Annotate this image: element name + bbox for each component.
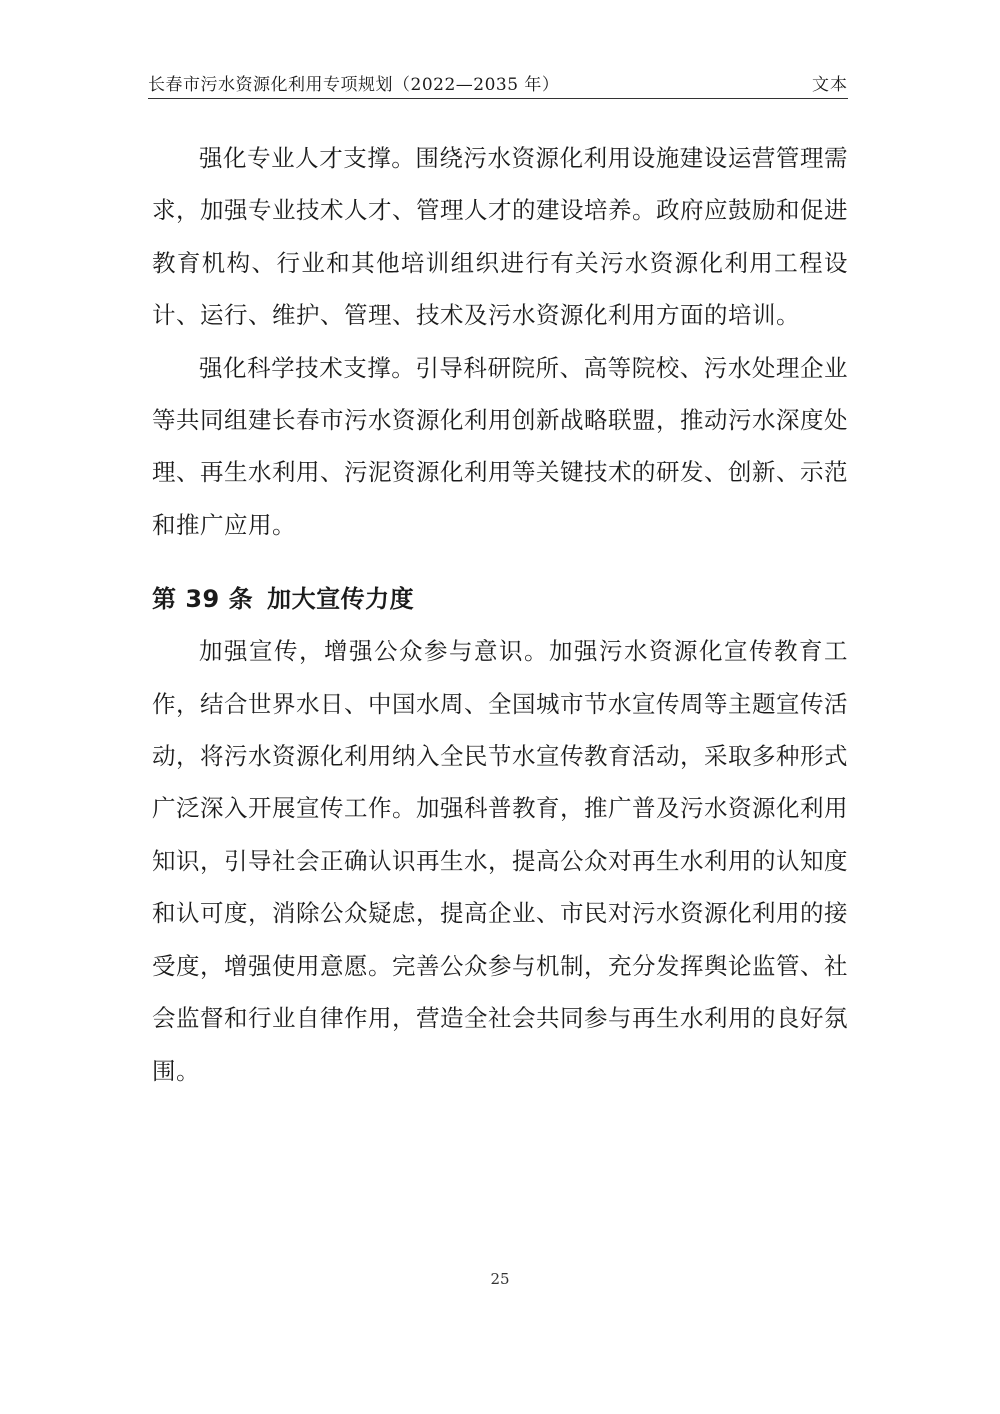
article-heading — [152, 551, 848, 625]
section-label: 文本 — [812, 75, 848, 95]
article-title: 加大宣传力度 — [267, 585, 415, 614]
page-number: 25 — [490, 1270, 510, 1288]
document-title: 长春市污水资源化利用专项规划（2022—2035 年） — [148, 75, 560, 95]
paragraph-publicity: 加强宣传，增强公众参与意识。加强污水资源化宣传教育工作，结合世界水日、中国水周、全国城市节水宣传周等主题宣传活动，将污水资源化利用纳入全民节水宣传教育活动，采取多种形式广泛深入开展宣传工作。加强科普教育，推广普及污水资源化利用知识，引导社会正确认识再生水，提高公众对再生水利用的认知度和认可度，消除公众疑虑，提高企业、市民对污水资源化利用的接受度，增强使用意愿。完善公众参与机制，充分发挥舆论监管、社会监督和行业自律作用，营造全社会共同参与再生水利用的良好氛围。 — [152, 637, 848, 1085]
page-content — [152, 132, 848, 1097]
paragraph-talent-support: 强化专业人才支撑。围绕污水资源化利用设施建设运营管理需求，加强专业技术人才、管理人才的建设培养。政府应鼓励和促进教育机构、行业和其他培训组织进行有关污水资源化利用工程设计、运行、维护、管理、技术及污水资源化利用方面的培训。 — [152, 144, 848, 330]
paragraph-tech-support: 强化科学技术支撑。引导科研院所、高等院校、污水处理企业等共同组建长春市污水资源化利用创新战略联盟，推动污水深度处理、再生水利用、污泥资源化利用等关键技术的研发、创新、示范和推广应用。 — [152, 353, 848, 539]
page-header — [148, 72, 848, 99]
article-number: 第 39 条 — [152, 585, 254, 614]
